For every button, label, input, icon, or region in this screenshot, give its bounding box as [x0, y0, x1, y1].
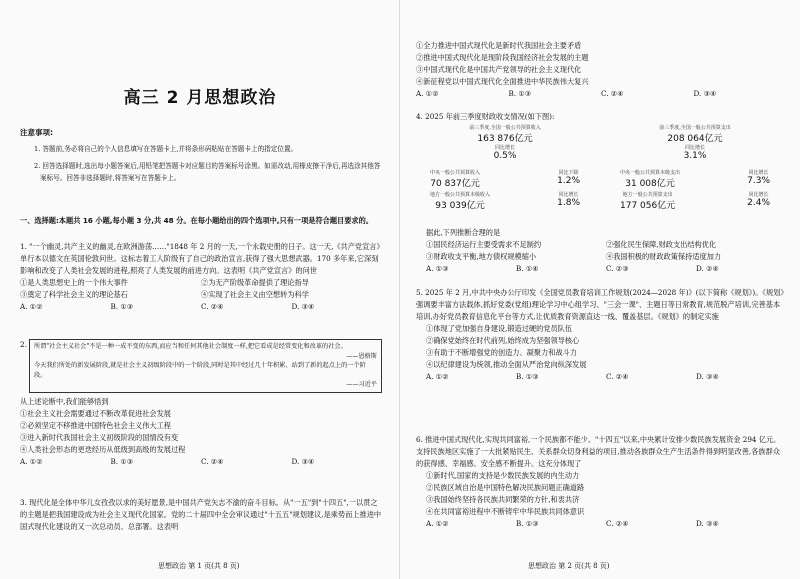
answer-choice-a[interactable]: A. ①③ [426, 264, 449, 273]
option-item: ②民族区域自治是中国特色解决民族问题正确道路 [426, 483, 585, 492]
stat-caption: 同比增长 [748, 170, 769, 176]
stat-value: 208 064亿元 [667, 134, 723, 144]
stat-caption: 中央一般公共预算本级支出 [620, 170, 681, 176]
page-right [400, 0, 800, 579]
question-stem: 5. 2025 年 2 月,中共中央办公厅印发《全国党员教育培训工作规划(2024—2028 年)》(以下简称《规划》)。《规划》强调要丰富方法载体,抓好党委(党组)理论学习中心组学习、"三会一课"、主题日等日常教育,规范脱产培训,完善基本培训,办好党员教育信息化平台等方式,让优质教育资源直达一线、覆盖基层。《规划》的制定实施 [416, 288, 784, 321]
option-item: ④以纪律建设为统领,推动全面从严治党向纵深发展 [426, 360, 587, 369]
answer-choice-b[interactable]: B. ①④ [516, 264, 539, 273]
question-4-body [416, 227, 786, 275]
stat-caption: 地方一般公共预算本级收入 [430, 192, 491, 198]
stat-caption: 同比下降 [558, 170, 579, 176]
question-1 [20, 241, 382, 313]
stat-expenditure [620, 124, 770, 161]
answer-choice-d[interactable]: D. ③④ [696, 519, 719, 528]
question-5 [416, 287, 786, 383]
question-4-stem: 4. 2025 年前三季度财政收支情况(如下图): [416, 112, 555, 121]
question-6 [416, 434, 786, 530]
quote-text: 今天我们所处的新发展阶段,就是社会主义初级阶段中的一个阶段,同时是其中经过几十年积累、站到了新的起点上的一个阶段。 [34, 362, 366, 379]
question-2 [20, 339, 382, 468]
option-item: ②必须坚定不移推进中国特色社会主义伟大工程 [20, 420, 171, 430]
answer-choice-d[interactable]: D. ②④ [696, 264, 719, 273]
option-item: ④我国积极的财政政策保持适度加力 [606, 252, 722, 261]
option-item: ①体现了党加强自身建设,锻造过硬的党员队伍 [426, 324, 573, 333]
question-stem: 1. "一个幽灵,共产主义的幽灵,在欧洲游荡……"1848 年 2 月的一天,一个永载史册的日子。这一天,《共产党宣言》单行本以德文在英国伦敦问世。这标志着工人阶级有了自己的政治宣言,获得了强大思想武器。170 多年来,它深刻影响和改变了人类社会发展的进程,照亮了人类发展的前进方向。这表明《共产党宣言》的问世 [20, 242, 381, 275]
option-item: ②强化民生保障,财政支出结构优化 [606, 240, 717, 249]
answer-choice-b[interactable]: B. ①③ [508, 89, 532, 98]
stat-rate: 0.5% [493, 151, 517, 161]
option-item: ①新时代,国家的支持是少数民族发展的内生动力 [426, 471, 580, 480]
quote-author: ——习近平 [346, 381, 377, 388]
stat-value: 93 039亿元 [435, 201, 485, 211]
question-number: 2. [20, 340, 27, 349]
answer-choice-a[interactable]: A. ①② [416, 89, 439, 98]
stat-caption: 同比增长 [494, 145, 515, 151]
quote-text: 所谓"社会主义社会"不是一种一成不变的东西,而应当和任何其他社会制度一样,把它看成是经常变化和改革的社会。 [34, 343, 347, 350]
question-stem: 据此,下列推断合理的是 [426, 228, 501, 237]
stat-rate: 2.4% [747, 198, 770, 208]
stat-central-revenue [430, 169, 580, 189]
stat-value: 31 008亿元 [625, 179, 675, 189]
stat-rate: 7.3% [747, 176, 770, 186]
option-item: ④在共同富裕进程中不断铸牢中华民族共同体意识 [426, 507, 585, 516]
notice-heading: 注意事项: [20, 128, 53, 137]
option-item: ②为无产阶级革命提供了理论指导 [201, 278, 309, 287]
option-item: ③中国式现代化是中国共产党领导的社会主义现代化 [416, 65, 582, 74]
stat-value: 177 056亿元 [620, 201, 676, 211]
answer-choice-b[interactable]: B. ①③ [516, 519, 539, 528]
page-footer: 思想政治 第 2 页(共 8 页) [528, 562, 610, 570]
quote-box [29, 339, 382, 393]
answer-choice-c[interactable]: C. ②④ [606, 372, 629, 381]
answer-choice-b[interactable]: B. ①③ [516, 372, 539, 381]
answer-choice-c[interactable]: C. ②④ [201, 456, 224, 466]
page-footer: 思想政治 第 1 页(共 8 页) [158, 562, 240, 570]
answer-choice-c[interactable]: C. ②③ [606, 264, 629, 273]
stat-caption: 前三季度,全国一般公共预算收入 [469, 125, 541, 131]
option-item: ①全力推进中国式现代化是新时代我国社会主要矛盾 [416, 41, 582, 50]
question-stem: 从上述论断中,我们能够悟到 [20, 396, 109, 406]
option-item: ④新征程党以中国式现代化全面推进中华民族伟大复兴 [416, 77, 589, 86]
quote-author: ——恩格斯 [346, 352, 377, 360]
question-stem: 6. 推进中国式现代化,实现共同富裕,一个民族都不能少。"十四五"以来,中央累计安排少数民族发展资金 294 亿元。支持民族地区实施了一大批紧贴民生、关系群众切身利益的项目,推动各族群众生产生活条件得到明显改善,各族群众的获得感、幸福感、安全感不断提升。这充分体现了 [416, 435, 781, 468]
stat-caption: 同比增长 [684, 145, 705, 151]
option-item: ①是人类思想史上的一个伟大事件 [20, 278, 128, 287]
stat-rate: 1.8% [557, 198, 580, 208]
stat-caption: 同比增长 [748, 192, 769, 198]
stat-caption: 地方一般公共预算支出 [622, 192, 673, 198]
answer-choice-d[interactable]: D. ③④ [291, 456, 315, 466]
section-heading: 一、选择题:本题共 16 小题,每小题 3 分,共 48 分。在每小题给出的四个选项中,只有一项是符合题目要求的。 [20, 216, 373, 225]
stat-revenue [430, 124, 580, 161]
option-item: ③进入新时代我国社会主义初级阶段的国情没有变 [20, 432, 179, 442]
notice-item-2: 2. 回答选择题时,选出每小题答案后,用铅笔把答题卡对应题目的答案标号涂黑。如需改动,用橡皮擦干净后,再选涂其他答案标号。回答非选择题时,将答案写在答题卡上。 [34, 162, 381, 182]
stat-caption: 前三季度,全国一般公共预算支出 [659, 125, 731, 131]
stat-local-expenditure [620, 191, 770, 211]
answer-choice-c[interactable]: C. ②④ [606, 519, 629, 528]
question-3 [20, 497, 382, 533]
option-item: ③我国始终坚持各民族共同繁荣的方针,和衷共济 [426, 495, 580, 504]
answer-choice-d[interactable]: D. ③④ [291, 302, 315, 311]
answer-choice-a[interactable]: A. ①② [20, 456, 43, 466]
stat-rate: 3.1% [683, 151, 707, 161]
answer-choice-b[interactable]: B. ①③ [110, 302, 134, 311]
answer-choice-b[interactable]: B. ①③ [110, 456, 134, 466]
answer-choice-c[interactable]: C. ②④ [201, 302, 224, 311]
stat-central-expenditure [620, 169, 770, 189]
answer-choice-d[interactable]: D. ③④ [696, 372, 719, 381]
option-item: ④实现了社会主义由空想转为科学 [201, 290, 309, 299]
option-item: ④人类社会形态的更迭经历从低级到高级的发展过程 [20, 444, 186, 454]
exam-title: 高三 2 月思想政治 [123, 88, 277, 108]
answer-choice-a[interactable]: A. ①② [426, 372, 449, 381]
fiscal-infographic [430, 124, 770, 211]
question-3-options [416, 40, 786, 100]
option-item: ②推进中国式现代化是现阶段我国经济社会发展的主题 [416, 53, 589, 62]
option-item: ①国民经济运行主要受需求不足制约 [426, 240, 542, 249]
stat-value: 70 837亿元 [430, 179, 480, 189]
question-stem: 3. 现代化是全体中华儿女孜孜以求的美好愿景,是中国共产党矢志不渝的奋斗目标。从"一五"到"十四五",一以贯之的主题是把我国建设成为社会主义现代化国家。党的二十届四中全会审议通过"十五五"规划建议,是乘势而上推进中国式现代化建设的又一次总动员、总部署。这表明 [20, 498, 382, 531]
stat-value: 163 876亿元 [477, 134, 533, 144]
stat-rate: 1.2% [557, 176, 580, 186]
answer-choice-a[interactable]: A. ①② [426, 519, 449, 528]
answer-choice-a[interactable]: A. ①② [20, 302, 43, 311]
option-item: ③有助于不断增强党的创造力、凝聚力和战斗力 [426, 348, 577, 357]
notice-section [20, 127, 382, 184]
notice-item-1: 1. 答题前,务必将自己的个人信息填写在答题卡上,并将条形码粘贴在答题卡上的指定位置。 [34, 145, 298, 153]
stat-caption: 同比增长 [558, 192, 579, 198]
option-item: ①社会主义社会需要通过不断改革促进社会发展 [20, 408, 171, 418]
stat-local-revenue [430, 191, 580, 211]
option-item: ②确保党始终在时代前列,始终成为坚强领导核心 [426, 336, 580, 345]
option-item: ③奠定了科学社会主义的理论基石 [20, 290, 128, 299]
answer-choice-d[interactable]: D. ③④ [693, 89, 717, 98]
answer-choice-c[interactable]: C. ②④ [601, 89, 624, 98]
stat-caption: 中央一般公共预算收入 [430, 170, 481, 176]
option-item: ③财政收支平衡,地方债权规模缩小 [426, 252, 537, 261]
